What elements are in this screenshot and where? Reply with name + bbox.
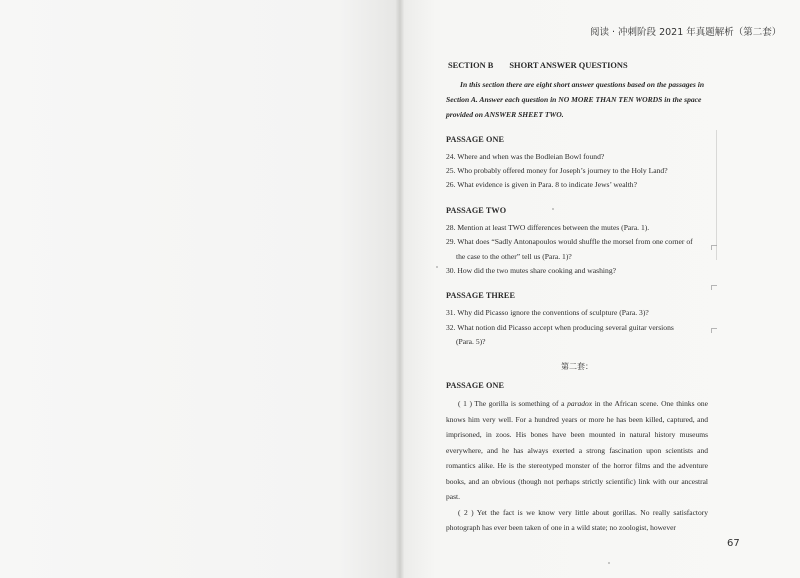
section-title: SHORT ANSWER QUESTIONS	[509, 61, 628, 70]
page-number: 67	[727, 538, 740, 549]
set-title: 第二套：	[561, 362, 593, 372]
question-item	[446, 235, 708, 263]
passage-questions-block	[446, 290, 708, 349]
question-item	[446, 150, 708, 164]
passage-label: PASSAGE ONE	[446, 134, 505, 144]
page-content	[446, 60, 708, 536]
question-item	[446, 164, 708, 178]
question-text: 31. Why did Picasso ignore the conventions of sculpture (Para. 3)?	[446, 308, 649, 318]
reading-paragraph: ( 2 ) Yet the fact is we know very little about gorillas. No really satisfactory photograph has ever been taken of one in a wild state; no zoologist, however	[446, 507, 708, 533]
scan-mark	[711, 285, 717, 290]
passage-label: PASSAGE THREE	[446, 290, 516, 300]
question-text: 32. What notion did Picasso accept when producing several guitar versions	[446, 322, 674, 332]
question-text: 24. Where and when was the Bodleian Bowl found?	[446, 152, 605, 161]
section-heading	[448, 60, 708, 73]
passage-questions-block	[446, 205, 708, 278]
reading-passage-label: PASSAGE ONE	[446, 380, 505, 390]
question-text: 25. Who probably offered money for Joseph’s journey to the Holy Land?	[446, 166, 668, 176]
left-page-blank	[0, 0, 398, 578]
scan-speck	[608, 562, 610, 564]
question-text-continued: (Para. 5)?	[456, 336, 486, 346]
question-item	[446, 321, 708, 349]
question-text: 30. How did the two mutes share cooking and washing?	[446, 265, 616, 275]
question-text: 28. Mention at least TWO differences between the mutes (Para. 1).	[446, 223, 650, 233]
question-item	[446, 221, 708, 235]
section-instructions: In this section there are eight short answer questions based on the passages in Section A. Answer each question in NO MORE THAN TEN WORDS in the space provided on ANSWER SHEET TWO.	[446, 79, 705, 119]
question-item	[446, 178, 708, 192]
scan-mark	[711, 245, 717, 250]
scan-edge-line	[716, 130, 717, 260]
passage-questions-block	[446, 134, 708, 193]
scan-speck	[552, 208, 554, 210]
question-item	[446, 264, 708, 278]
section-label: SECTION B	[448, 61, 494, 70]
question-text: 29. What does “Sadly Antonapoulos would shuffle the morsel from one corner of	[446, 237, 693, 247]
question-text-continued: the case to the other” tell us (Para. 1)?	[456, 251, 572, 261]
book-gutter	[396, 0, 404, 578]
scan-mark	[711, 328, 717, 333]
question-item	[446, 306, 708, 320]
scan-speck	[436, 266, 438, 268]
passage-label: PASSAGE TWO	[446, 205, 507, 215]
reading-paragraph: ( 1 ) The gorilla is something of a paradox in the African scene. One thinks one knows him very well. For a hundred years or more he has been killed, captured, and imprisoned, in zoos. His bones have been mounted in natural history museums everywhere, and he has always exerted a strong fascination upon scientists and romantics alike. He is the stereotyped monster of the horror films and the adventure books, and an obvious (though not perhaps strictly scientific) link with our ancestral past.	[446, 399, 708, 502]
reading-paragraphs	[446, 396, 708, 536]
question-passages	[446, 134, 708, 350]
running-head: 阅读 · 冲刺阶段 2021 年真题解析（第二套）	[590, 27, 782, 38]
question-text: 26. What evidence is given in Para. 8 to indicate Jews’ wealth?	[446, 180, 637, 190]
